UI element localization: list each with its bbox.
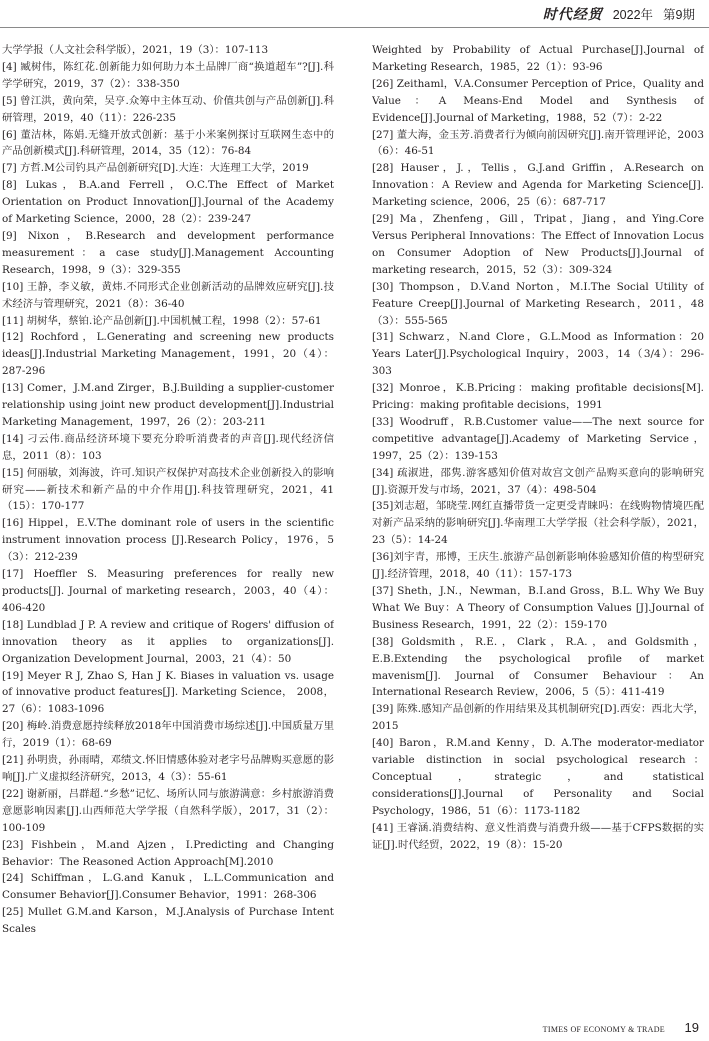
header-year: 2022年 [612,8,654,22]
reference-entry: [37] Sheth，J.N.，Newman，B.I.and Gross，B.L. Why We Buy What We Buy：A Theory of Consumption Values [J].Journal of Business Research，1991，22（2）：159-170 [372,585,704,631]
reference-entry: [22] 谢新丽，吕群超.“乡愁”记忆、场所认同与旅游满意：乡村旅游消费意愿影响因素[J].山西师范大学学报（自然科学版），2017，31（2）：100-109 [2,787,334,834]
page-header [0,0,709,32]
reference-entry: [7] 方哲.M公司钓具产品创新研究[D].大连：大连理工大学，2019 [2,162,309,175]
reference-entry: [33] Woodruff，R.B.Customer value——The next source for competitive advantage[J].Academy of Marketing Service，1997，25（2）：139-153 [372,415,704,462]
reference-column-left [2,42,334,1002]
reference-entry: [13] Comer，J.M.and Zirger，B.J.Building a supplier-customer relationship using joint new product development[J].Industrial Marketing Management，1997，26（2）：203-211 [2,382,334,428]
reference-entry: [9] Nixon，B.Research and development performance measurement：a case study[J].Management Accounting Research，1998，9（3）：329-355 [2,229,334,276]
header-divider [0,27,709,28]
footer-journal-name: TIMES OF ECONOMY & TRADE [542,1025,665,1034]
reference-entry: [17] Hoeffler S. Measuring preferences for really new products[J]. Journal of marketing research，2003，40（4）：406-420 [2,568,334,614]
reference-entry: [31] Schwarz，N.and Clore，G.L.Mood as Information：20 Years Later[J].Psychological Inquiry，2003，14（3/4）：296-303 [372,331,704,378]
reference-entry: [14] 刁云伟.商品经济环境下要充分聆听消费者的声音[J].现代经济信息，2011（8）：103 [2,432,334,462]
page-footer [0,1020,709,1040]
reference-entry: [21] 孙明贵，孙雨晴，邓绩文.怀旧情感体验对老字号品牌购买意愿的影响[J].广义虚拟经济研究，2013，4（3）：55-61 [2,754,334,783]
reference-entry: [5] 曾江洪，黄向荣，吴亨.众筹中主体互动、价值共创与产品创新[J].科研管理，2019，40（11）：226-235 [2,94,334,124]
reference-entry: Weighted by Probability of Actual Purchase[J].Journal of Marketing Research，1985，22（1）：93-96 [372,44,704,73]
journal-name: 时代经贸 [542,6,603,22]
reference-entry: [35]刘志超，邹晓莹.网红直播带货一定更受青睐吗：在线购物情境匹配对新产品采纳的影响研究[J].华南理工大学学报（社会科学版），2021，23（5）：14-24 [372,500,704,547]
reference-entry: [10] 王静，李义敏，黄炜.不同形式企业创新活动的品牌效应研究[J].技术经济与管理研究，2021（8）：36-40 [2,280,334,310]
reference-entry: [34] 疏淑进，邵隽.游客感知价值对故宫文创产品购买意向的影响研究[J].资源开发与市场，2021，37（4）：498-504 [372,466,704,496]
header-bar [543,4,695,24]
page-number: 19 [684,1020,699,1035]
reference-entry: [25] Mullet G.M.and Karson，M.J.Analysis of Purchase Intent Scales [2,906,334,936]
reference-entry: [18] Lundblad J P. A review and critique of Rogers' diffusion of innovation theory as it applies to organizations[J]. Organization Development Journal，2003，21（4）：50 [2,618,334,665]
reference-entry: [41] 王睿涵.消费结构、意义性消费与消费升级——基于CFPS数据的实证[J].时代经贸，2022，19（8）：15-20 [372,821,704,851]
reference-column-right [372,42,704,1002]
reference-entry: [8] Lukas，B.A.and Ferrell，O.C.The Effect of Market Orientation on Product Innovation[J].Journal of the Academy of Marketing Science，2000，28（2）：239-247 [2,179,334,226]
reference-entry: [16] Hippel，E.V.The dominant role of users in the scientific instrument innovation process [J].Research Policy，1976，5（3）：212-239 [2,517,334,564]
reference-entry: [36]刘宇青，邢博，王庆生.旅游产品创新影响体验感知价值的构型研究[J].经济管理，2018，40（11）：157-173 [372,551,704,581]
reference-entry: [32] Monroe，K.B.Pricing：making profitable decisions[M]. Pricing：making profitable decisions，1991 [372,382,704,412]
reference-entry: [24] Schiffman，L.G.and Kanuk，L.L.Communication and Consumer Behavior[J].Consumer Behavior，1991：268-306 [2,872,334,902]
reference-entry: [26] Zeithaml，V.A.Consumer Perception of Price，Quality and Value：A Means-End Model and Synthesis of Evidence[J].Journal of Marketing，1988，52（7）：2-22 [372,77,704,124]
reference-entry: [23] Fishbein，M.and Ajzen，I.Predicting and Changing Behavior：The Reasoned Action Approach[M].2010 [2,838,334,868]
reference-entry: [28] Hauser，J.，Tellis，G.J.and Griffin，A.Research on Innovation：A Review and Agenda for Marketing Science[J]. Marketing science，2006，25（6）：687-717 [372,162,704,209]
reference-entry: [27] 董大海，金玉芳.消费者行为倾向前因研究[J].南开管理评论，2003（6）：46-51 [372,128,704,158]
reference-entry: [20] 梅岭.消费意愿持续释放2018年中国消费市场综述[J].中国质量万里行，2019（1）：68-69 [2,720,334,750]
header-issue: 第9期 [663,8,695,22]
reference-entry: [29] Ma，Zhenfeng，Gill，Tripat，Jiang，and Ying.Core Versus Peripheral Innovations：The Effect of Innovation Locus on Consumer Adoption of New Products[J].Journal of marketing research，2015，52（3）：309-324 [372,213,704,276]
reference-entry: [12] Rochford，L.Generating and screening new products ideas[J].Industrial Marketing Management，1991，20（4）：287-296 [2,331,334,378]
reference-entry: [15] 何丽敏，刘海波，许可.知识产权保护对高技术企业创新投入的影响研究——新技术和新产品的中介作用[J].科技管理研究，2021，41（15）：170-177 [2,466,334,513]
reference-entry: [30] Thompson，D.V.and Norton，M.I.The Social Utility of Feature Creep[J].Journal of Marketing Research，2011，48（3）：555-565 [372,280,704,327]
reference-entry: [6] 董洁林，陈娟.无缝开放式创新：基于小米案例探讨互联网生态中的产品创新模式[J].科研管理，2014，35（12）：76-84 [2,128,334,158]
reference-entry: [38] Goldsmith，R.E.，Clark，R.A.，and Goldsmith，E.B.Extending the psychological profile of market mavenism[J]. Journal of Consumer Behaviour：An International Research Review，2006，5（5）：411-419 [372,635,704,699]
reference-entry: [4] 臧树伟，陈红花.创新能力如何助力本土品牌厂商“换道超车”?[J].科学学研究，2019，37（2）：338-350 [2,60,334,90]
reference-entry: [39] 陈殊.感知产品创新的作用结果及其机制研究[D].西安：西北大学，2015 [372,703,704,733]
reference-entry: [11] 胡树华，蔡铂.论产品创新[J].中国机械工程，1998（2）：57-61 [2,314,322,327]
reference-entry: 大学学报（人文社会科学版），2021，19（3）：107-113 [2,44,269,56]
reference-entry: [19] Meyer R J, Zhao S, Han J K. Biases in valuation vs. usage of innovative product features[J]. Marketing Science， 2008，27（6）：1083-1096 [2,669,334,716]
reference-entry: [40] Baron，R.M.and Kenny，D. A.The moderator-mediator variable distinction in social psychological research：Conceptual，strategic，and statistical considerations[J].Journal of Personality and Social Psychology，1986，51（6）：1173-1182 [372,737,704,817]
